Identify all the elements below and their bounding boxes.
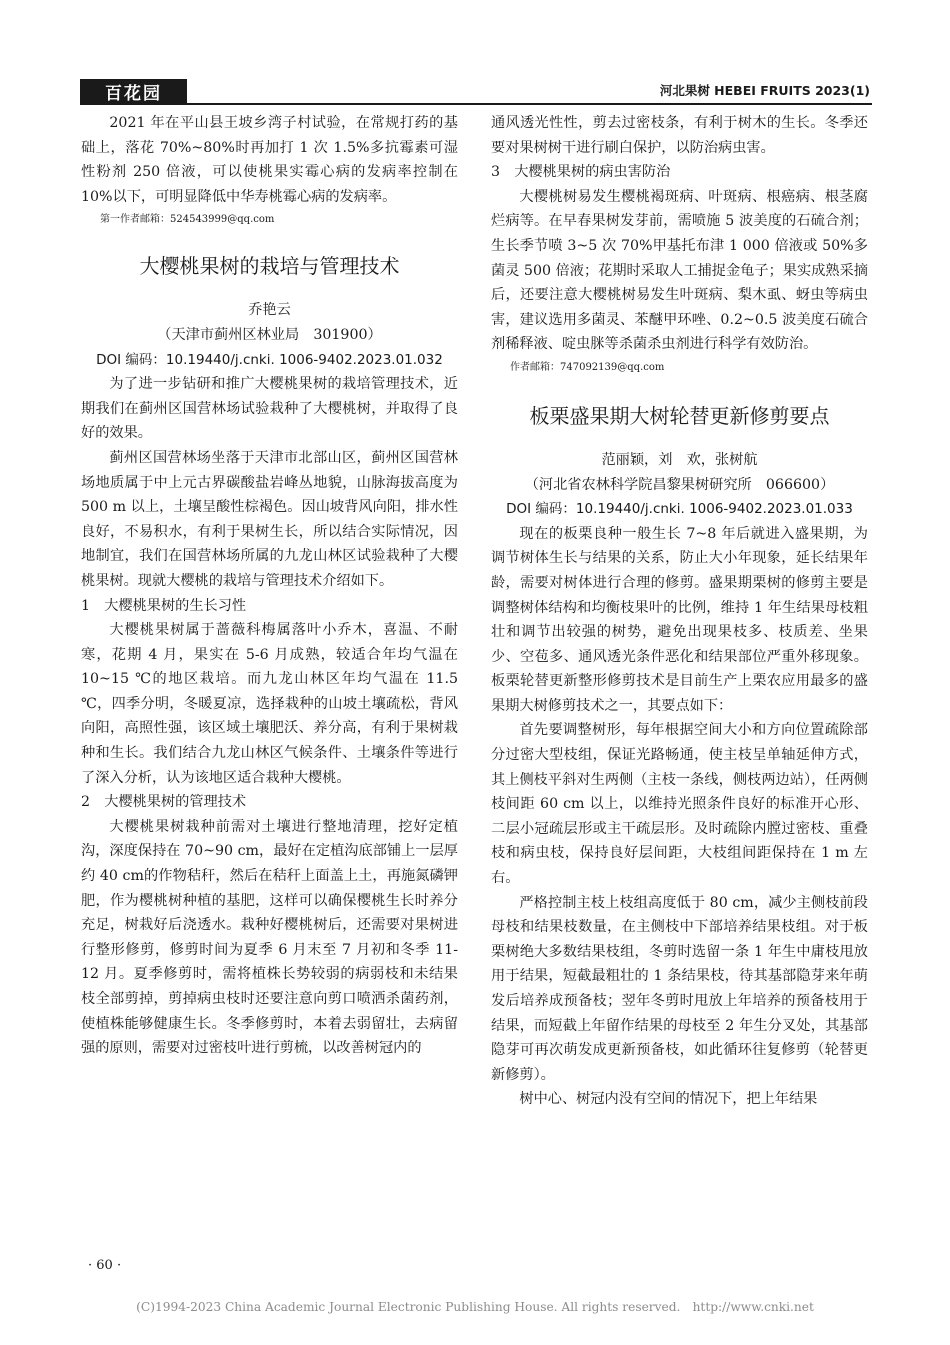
author-email: 作者邮箱：747092139@qq.com [510, 361, 665, 373]
header-rule [80, 103, 872, 105]
journal-header: 河北果树 HEBEI FRUITS 2023(1) [659, 83, 870, 98]
page-number: · 60 · [88, 1258, 122, 1273]
section-heading-2: 2 大樱桃果树的管理技术 [81, 794, 247, 811]
article-affiliation: （天津市蓟州区林业局 301900） [157, 326, 382, 343]
section-tag: 百花园 [80, 79, 187, 103]
section-heading-1: 1 大樱桃果树的生长习性 [81, 597, 247, 614]
section-1-paragraph: 大樱桃果树属于蔷薇科梅属落叶小乔木，喜温、不耐寒，花期 4 月，果实在 5-6 月成熟，较适合年均气温在 10~15 ℃的地区栽培。而九龙山林区年均气温在 11.5 ℃，四季分明，冬暖夏凉，选择栽种的山坡土壤疏松，背风向阳，高照性强，该区域土壤肥沃、养分高，有利于果树栽种和生长。我们结合九龙山林区气候条件、土壤条件等进行了深入分析，认为该地区适合栽种大樱桃。 [81, 622, 458, 786]
previous-author-email: 第一作者邮箱：524543999@qq.com [100, 214, 275, 226]
right-column [491, 111, 868, 1112]
article-2-paragraph-2: 首先要调整树形，每年根据空间大小和方向位置疏除部分过密大型枝组，保证光路畅通，使主枝呈单轴延伸方式，其上侧枝平斜对生两侧（主枝一条线，侧枝两边站），任两侧枝间距 60 cm 以上，以维持光照条件良好的标准开心形、二层小冠疏层形或主干疏层形。及时疏除内膛过密枝、重叠枝和病虫枝，保持良好层间距，大枝组间距保持在 1 m 左右。 [491, 722, 868, 887]
article-title: 大樱桃果树的栽培与管理技术 [139, 254, 400, 279]
left-column [81, 111, 458, 1061]
article-doi: DOI 编码：10.19440/j.cnki. 1006-9402.2023.01.032 [96, 351, 443, 368]
continued-paragraph: 通风透光性性，剪去过密枝条，有利于树木的生长。冬季还要对果树树干进行刷白保护，以防治病虫害。 [491, 115, 868, 156]
section-3-paragraph: 大樱桃树易发生樱桃褐斑病、叶斑病、根癌病、根茎腐烂病等。在早春果树发芽前，需喷施 5 波美度的石硫合剂；生长季节喷 3~5 次 70%甲基托布津 1 000 倍液或 50%多菌灵 500 倍液；花期时采取人工捕捉金龟子；果实成熟采摘后，还要注意大樱桃树易发生叶斑病、梨木虱、蚜虫等病虫害，建议选用多菌灵、苯醚甲环唑、0.2~0.5 波美度石硫合剂稀释液、啶虫脒等杀菌杀虫剂进行科学有效防治。 [491, 188, 868, 353]
section-heading-3: 3 大樱桃果树的病虫害防治 [491, 164, 671, 181]
copyright-footer: (C)1994-2023 China Academic Journal Electronic Publishing House. All rights reserved. http://www.cnki.net [136, 1300, 814, 1314]
article-title-2: 板栗盛果期大树轮替更新修剪要点 [529, 403, 830, 428]
article-2-paragraph-1: 现在的板栗良种一般生长 7~8 年后就进入盛果期，为调节树体生长与结果的关系，防止大小年现象，延长结果年龄，需要对树体进行合理的修剪。盛果期栗树的修剪主要是调整树体结构和均衡枝果叶的比例，维持 1 年生结果母枝粗壮和调节出较强的树势，避免出现果枝多、枝质差、坐果少、空苞多、通风透光条件恶化和结果部位严重外移现象。板栗轮替更新整形修剪技术是目前生产上栗农应用最多的盛果期大树修剪技术之一，其要点如下： [491, 525, 868, 714]
intro-paragraph: 为了进一步钻研和推广大樱桃果树的栽培管理技术，近期我们在蓟州区国营林场试验栽种了大樱桃树，并取得了良好的效果。 [81, 376, 458, 442]
article-2-paragraph-4: 树中心、树冠内没有空间的情况下，把上年结果 [519, 1091, 818, 1108]
article-2-doi: DOI 编码：10.19440/j.cnki. 1006-9402.2023.01.033 [506, 501, 853, 518]
article-2-paragraph-3: 严格控制主枝上枝组高度低于 80 cm，减少主侧枝前段母枝和结果枝数量，在主侧枝中下部培养结果枝组。对于板栗树绝大多数结果枝组，冬剪时选留一条 1 年生中庸枝甩放用于结果，短截最粗壮的 1 条结果枝，待其基部隐芽来年萌发后培养成预备枝；翌年冬剪时甩放上年培养的预备枝用于结果，而短截上年留作结果的母枝至 2 年生分叉处，其基部隐芽可再次萌发成更新预备枝，如此循环往复修剪（轮替更新修剪）。 [491, 894, 868, 1083]
section-2-paragraph: 大樱桃果树栽种前需对土壤进行整地清理，挖好定植沟，深度保持在 70~90 cm，最好在定植沟底部铺上一层厚约 40 cm的作物秸秆，然后在秸秆上面盖上土，再施氮磷钾肥，作为樱桃树种植的基肥，这样可以确保樱桃生长时养分充足，树栽好后浇透水。栽种好樱桃树后，还需要对果树进行整形修剪，修剪时间为夏季 6 月末至 7 月初和冬季 11-12 月。夏季修剪时，需将植株长势较弱的病弱枝和未结果枝全部剪掉，剪掉病虫枝时还要注意向剪口喷洒杀菌药剂，使植株能够健康生长。冬季修剪时，本着去弱留壮，去病留强的原则，需要对过密枝叶进行剪梳，以改善树冠内的 [81, 818, 458, 1057]
article-2-affiliation: （河北省农林科学院昌黎果树研究所 066600） [524, 476, 835, 493]
site-paragraph: 蓟州区国营林场坐落于天津市北部山区，蓟州区国营林场地质属于中上元古界碳酸盐岩峰丛地貌，山脉海拔高度为 500 m 以上，土壤呈酸性棕褐色。因山坡背风向阳，排水性良好，不易积水，有利于果树生长，所以结合实际情况，因地制宜，我们在国营林场所属的九龙山林区试验栽种了大樱桃果树。现就大樱桃的栽培与管理技术介绍如下。 [81, 449, 458, 589]
article-author: 乔艳云 [248, 302, 291, 319]
previous-article-paragraph: 2021 年在平山县王坡乡湾子村试验，在常规打药的基础上，落花 70%~80%时再加打 1 次 1.5%多抗霉素可湿性粉剂 250 倍液，可以使桃果实霉心病的发病率控制在 10%以下，可明显降低中华寿桃霉心病的发病率。 [81, 115, 458, 205]
article-2-authors: 范丽颖，刘 欢，张树航 [601, 451, 758, 468]
